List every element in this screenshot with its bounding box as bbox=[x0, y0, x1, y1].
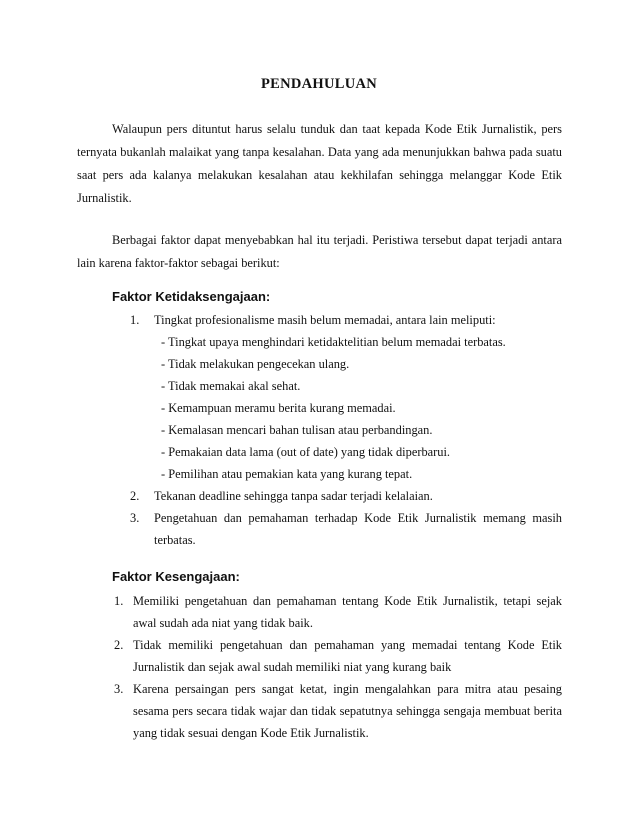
list-item bbox=[112, 678, 562, 744]
list-item-text: Tekanan deadline sehingga tanpa sadar terjadi kelalaian. bbox=[154, 489, 433, 503]
sub-list-item: - Kemampuan meramu berita kurang memadai. bbox=[161, 401, 396, 415]
list-item bbox=[112, 590, 562, 634]
list-item-number: 3. bbox=[114, 682, 124, 696]
sub-list-item: - Kemalasan mencari bahan tulisan atau perbandingan. bbox=[161, 423, 433, 437]
list-item-number: 1. bbox=[114, 594, 124, 608]
list-faktor-ketidaksengajaan bbox=[112, 309, 562, 551]
sub-list-item: - Pemilihan atau pemakian kata yang kurang tepat. bbox=[161, 467, 413, 481]
list-item-number: 3. bbox=[130, 511, 140, 525]
list-faktor-kesengajaan bbox=[112, 590, 562, 744]
list-item-number: 2. bbox=[130, 489, 140, 503]
factors-paragraph-text: Berbagai faktor dapat menyebabkan hal itu terjadi. Peristiwa tersebut dapat terjadi antara lain karena faktor-faktor sebagai berikut: bbox=[77, 233, 562, 270]
sub-list-item: - Tidak melakukan pengecekan ulang. bbox=[161, 357, 350, 371]
list-item bbox=[112, 507, 562, 551]
list-item-text: Pengetahuan dan pemahaman terhadap Kode Etik Jurnalistik memang masih terbatas. bbox=[154, 511, 562, 547]
sub-list-item: - Pemakaian data lama (out of date) yang tidak diperbarui. bbox=[161, 445, 451, 459]
intro-paragraph-text: Walaupun pers dituntut harus selalu tunduk dan taat kepada Kode Etik Jurnalistik, pers ternyata bukanlah malaikat yang tanpa kesalahan. Data yang ada menunjukkan bahwa pada suatu saat pers ada kalanya melakukan kesalahan atau kekhilafan sehingga melanggar Kode Etik Jurnalistik. bbox=[77, 122, 562, 205]
intro-paragraph bbox=[77, 118, 562, 210]
list-item bbox=[112, 309, 562, 485]
sub-list-item: - Tidak memakai akal sehat. bbox=[161, 379, 301, 393]
sub-list bbox=[112, 331, 562, 485]
heading-faktor-ketidaksengajaan: Faktor Ketidaksengajaan: bbox=[112, 289, 271, 304]
page-title: PENDAHULUAN bbox=[260, 76, 378, 92]
list-item-text: Tidak memiliki pengetahuan dan pemahaman yang memadai tentang Kode Etik Jurnalistik dan sejak awal sudah memiliki niat yang kurang baik bbox=[133, 638, 562, 674]
list-item-text: Tingkat profesionalisme masih belum memadai, antara lain meliputi: bbox=[154, 313, 496, 327]
list-item-number: 1. bbox=[130, 313, 140, 327]
factors-paragraph bbox=[77, 229, 562, 275]
sub-list-item: - Tingkat upaya menghindari ketidaktelitian belum memadai terbatas. bbox=[161, 335, 506, 349]
list-item-text: Memiliki pengetahuan dan pemahaman tentang Kode Etik Jurnalistik, tetapi sejak awal sudah ada niat yang tidak baik. bbox=[133, 594, 562, 630]
list-item-number: 2. bbox=[114, 638, 124, 652]
list-item-text: Karena persaingan pers sangat ketat, ingin mengalahkan para mitra atau pesaing sesama pers secara tidak wajar dan tidak sepatutnya sehingga sengaja membuat berita yang tidak sesuai dengan Kode Etik Jurnalistik. bbox=[133, 682, 562, 740]
heading-faktor-kesengajaan: Faktor Kesengajaan: bbox=[112, 569, 240, 584]
list-item bbox=[112, 485, 562, 507]
list-item bbox=[112, 634, 562, 678]
